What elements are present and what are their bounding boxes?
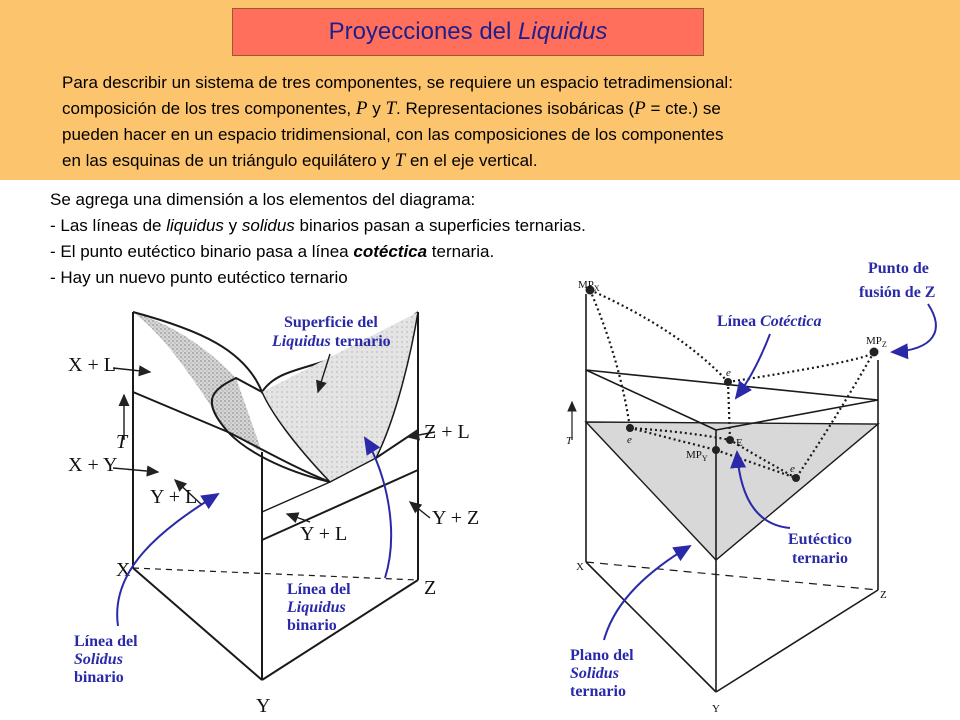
solidus-binario-label-3: binario [74, 669, 124, 686]
title-plain: Proyecciones del [328, 18, 512, 45]
right-prism-diagram [572, 286, 879, 693]
intro-l2b: . Representaciones isobáricas ( [396, 99, 635, 118]
label-mpy: $MP_Y$ [686, 449, 708, 463]
left-base-xz [133, 568, 418, 580]
pointer-melting-point [892, 304, 936, 352]
label-left-t: T [116, 431, 128, 453]
melting-point-label-2: fusión de Z [859, 284, 936, 301]
intro-line-3: pueden hacer en un espacio tridimensional, con las composiciones de los componentes [62, 125, 724, 144]
solidus-plane-label-3: ternario [570, 683, 626, 700]
intro-l4a: en las esquinas de un triángulo equilátero y [62, 151, 395, 170]
point-e-left [626, 424, 634, 432]
dotted-mpx-e1 [590, 290, 630, 428]
surface-label-line-2: Liquidus ternario [272, 333, 391, 350]
label-e-right: e [790, 463, 795, 475]
eutectic-label-1: Eutéctico [788, 531, 852, 548]
label-y-plus-z: Y + Z [432, 507, 480, 529]
arrow-y-plus-l-2 [287, 514, 310, 522]
b1e: binarios pasan a superficies ternarias. [294, 216, 586, 235]
solidus-binario-label-1: Línea del [74, 633, 138, 650]
label-left-x: X [116, 559, 131, 581]
label-left-y: Y [256, 695, 271, 717]
label-mpx: $MP_X$ [578, 279, 600, 293]
intro-t2: T [394, 150, 406, 171]
melting-point-label-1: Punto de [868, 260, 929, 277]
intro-l4b: en el eje vertical. [405, 151, 538, 170]
b1a: - Las líneas de [50, 216, 167, 235]
intro-p: P [355, 98, 368, 119]
label-x-plus-l: X + L [68, 354, 116, 376]
b1d: solidus [241, 216, 295, 235]
label-z-plus-l: Z + L [424, 421, 470, 443]
right-iso-line-1 [586, 370, 878, 400]
right-base-yz [716, 590, 878, 692]
point-e-right [792, 474, 800, 482]
label-x-plus-y: X + Y [68, 454, 118, 476]
arrow-y-plus-z [410, 502, 430, 518]
b2a: - El punto eutéctico binario pasa a línea [50, 242, 354, 261]
label-left-z: Z [424, 577, 437, 599]
intro-p2: P [634, 98, 646, 119]
b1b: liquidus [166, 216, 224, 235]
intro-l2a: composición de los tres componentes, [62, 99, 356, 118]
intro-line-1: Para describir un sistema de tres componentes, se requiere un espacio tetradimensional: [62, 73, 733, 92]
label-e-top: e [726, 367, 731, 379]
liquidus-binario-label-3: binario [287, 617, 337, 634]
left-base-xy [133, 568, 262, 680]
intro-y: y [367, 99, 386, 118]
dotted-mpx-e2 [590, 290, 728, 382]
liquidus-binario-label-2: Liquidus [287, 599, 346, 616]
title-italic: Liquidus [518, 18, 608, 45]
eutectic-label-2: ternario [792, 550, 848, 567]
label-mpz: $MP_Z$ [866, 335, 887, 349]
label-right-t: T [566, 435, 573, 447]
b1c: y [223, 216, 242, 235]
point-mpz [870, 348, 879, 357]
label-e-left: e [627, 434, 632, 446]
b2c: ternaria. [427, 242, 495, 261]
arrow-x-plus-y [113, 468, 158, 472]
cotectic-label: Línea Cotéctica [717, 313, 822, 330]
liquidus-binario-label-1: Línea del [287, 581, 351, 598]
intro-t: T [385, 98, 397, 119]
right-iso-line-2 [586, 370, 716, 430]
arrow-x-plus-l [113, 368, 150, 372]
surface-label-line-1: Superficie del [284, 314, 378, 331]
solidus-plane-label-1: Plano del [570, 647, 634, 664]
point-e-top [724, 378, 732, 386]
left-y-solidus [262, 482, 330, 512]
b2b: cotéctica [353, 242, 428, 261]
label-right-x: X [576, 561, 584, 573]
label-right-z: Z [880, 589, 887, 601]
label-y-plus-l-2: Y + L [300, 523, 348, 545]
label-E: E [736, 437, 743, 449]
point-mpy [712, 446, 720, 454]
bullet-intro: Se agrega una dimensión a los elementos del diagrama: [50, 190, 476, 209]
point-E [726, 436, 734, 444]
solidus-plane-label-2: Solidus [570, 665, 619, 682]
bullet-3: - Hay un nuevo punto eutéctico ternario [50, 268, 348, 287]
intro-l2c: = cte.) se [645, 99, 721, 118]
label-right-y: Y [712, 703, 720, 715]
label-y-plus-l-1: Y + L [150, 486, 198, 508]
solidus-binario-label-2: Solidus [74, 651, 123, 668]
